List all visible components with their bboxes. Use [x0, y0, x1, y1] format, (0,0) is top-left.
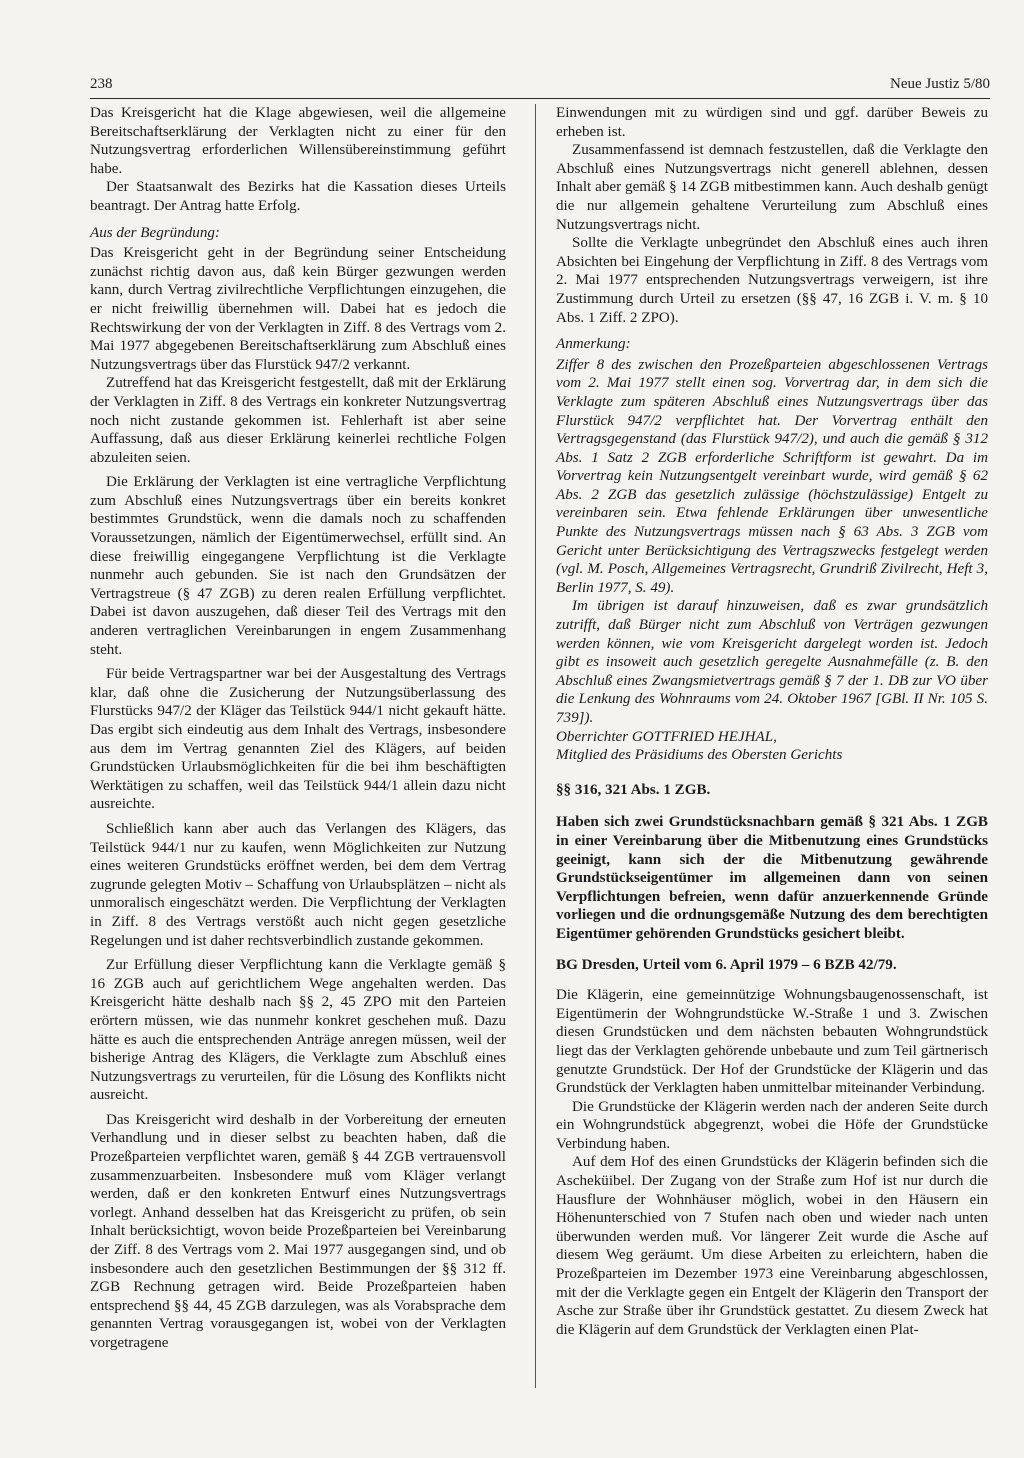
left-column: [90, 104, 506, 1353]
paragraph: Zur Erfüllung dieser Verpflichtung kann die Verklagte gemäß § 16 ZGB auch auf gerichtlichem Wege angehalten werden. Das Kreisgericht hätte deshalb nach §§ 2, 45 ZPO mit den Parteien erörtern müssen, wie das nunmehr konkret geschehen muß. Dazu hätte es auch die entsprechenden Anträge anregen müssen, weil der bisherige Antrag des Klägers, die Verklagte zum Abschluß eines Nutzungsvertrags zu verurteilen, für die Lösung des Konflikts nicht ausreicht.: [90, 957, 506, 1104]
paragraph: Das Kreisgericht hat die Klage abgewiesen, weil die allgemeine Bereitschaftserklärung der Verklagten nicht zu einer für den Nutzungsvertrag erforderlichen Willensübereinstimmung geführt habe.: [90, 105, 506, 177]
annotation-heading: Anmerkung:: [556, 336, 631, 353]
page-number: 238: [90, 76, 113, 92]
paragraph: Das Kreisgericht geht in der Begründung seiner Entscheidung zunächst richtig davon aus, daß kein Bürger gezwungen werden kann, durch Vertrag zivilrechtliche Verpflichtungen einzugehen, die er nicht freiwillig übernehmen will. Dabei hat es jedoch die Rechtswirkung der von der Verklagten in Ziff. 8 des Vertrags vom 2. Mai 1977 abgegebenen Bereitschaftserklärung zum Abschluß eines Nutzungsvertrags über das Flurstück 947/2 verkannt.: [90, 245, 506, 373]
paragraph: Für beide Vertragspartner war bei der Ausgestaltung des Vertrags klar, daß ohne die Zusicherung der Nutzungsüberlassung des Flurstücks 947/2 der Kläger das Teilstück 944/1 nicht gekauft hätte. Das ergibt sich eindeutig aus dem Inhalt des Vertrags, insbesondere aus dem im Vertrag genannten Ziel des Klägers, auf beiden Grundstücken Urlaubsmöglichkeiten für die bei ihm beschäftigten Werktätigen zu schaffen, weil das Teilstück 944/1 allein dazu nicht ausreichte.: [90, 666, 506, 813]
column-divider: [535, 104, 536, 1388]
paragraph: Der Staatsanwalt des Bezirks hat die Kassation dieses Urteils beantragt. Der Antrag hatte Erfolg.: [90, 179, 506, 214]
headnote: Haben sich zwei Grundstücksnachbarn gemäß § 321 Abs. 1 ZGB in einer Vereinbarung über die Mitbenutzung eines Grundstücks geeinigt, kann sich der die Mitbenutzung gewährende Grundstückseigentümer im allgemeinen dann von seinen Verpflichtungen befreien, wenn dafür anzuerkennende Gründe vorliegen und die ordnungsgemäße Nutzung des dem berechtigten Eigentümer gehörenden Grundstücks gesichert bleibt.: [556, 814, 988, 942]
paragraph: Die Klägerin, eine gemeinnützige Wohnungsbaugenossenschaft, ist Eigentümerin der Wohngrundstücke W.-Straße 1 und 3. Zwischen diesen Grundstücken und dem nächsten bebauten Wohngrundstück liegt das der Verklagten gehörende unbebaute und zum Teil gärtnerisch genutzte Grundstück. Der Hof der Grundstücke der Klägerin und das Grundstück der Verklagten haben unmittelbar miteinander Verbindung.: [556, 987, 988, 1097]
legal-norm-reference: §§ 316, 321 Abs. 1 ZGB.: [556, 781, 711, 798]
author-position: Mitglied des Präsidiums des Obersten Gerichts: [556, 747, 843, 764]
paragraph: Auf dem Hof des einen Grundstücks der Klägerin befinden sich die Ascheküibel. Der Zugang von der Straße zum Hof ist nur durch die Hausflure der Wohnhäuser möglich, wobei in den Häusern ein Höhenunterschied von 7 Stufen nach oben und wieder nach unten überwunden werden muß. Vor längerer Zeit wurde die Asche auf diesem Weg geräumt. Um diese Arbeiten zu erleichtern, haben die Prozeßparteien im Dezember 1973 eine Vereinbarung abgeschlossen, mit der die Verklagte gegen ein Entgelt der Klägerin den Transport der Asche zur Straße über ihr Grundstück gestattet. Zu diesem Zweck hat die Klägerin auf dem Grundstück der Verklagten einen Plat-: [556, 1154, 988, 1338]
paragraph: Zusammenfassend ist demnach festzustellen, daß die Verklagte den Abschluß eines Nutzungsvertrags nicht generell ablehnen, dessen Inhalt aber gemäß § 14 ZGB mitbestimmen kann. Auch deshalb genügt die nur allgemein gehaltene Verurteilung zum Abschluß eines Nutzungsvertrags nicht.: [556, 142, 988, 233]
page-header: [90, 72, 990, 100]
annotation-paragraph: Ziffer 8 des zwischen den Prozeßparteien abgeschlossenen Vertrags vom 2. Mai 1977 stellt einen sog. Vorvertrag dar, in dem sich die Verklagte zum späteren Abschluß eines Nutzungsvertrags über das Flurstück 947/2 verpflichtet hat. Der Vorvertrag enthält den Vertragsgegenstand (das Flurstück 947/2), und auch die gemäß § 312 Abs. 1 Satz 2 ZGB erforderliche Schriftform ist gewahrt. Da im Vorvertrag kein Nutzungsentgelt vereinbart wurde, wird gemäß § 62 Abs. 2 ZGB das gesetzlich zulässige (höchstzulässige) Entgelt zu vereinbaren sein. Etwa fehlende Erklärungen über unwesentliche Punkte des Nutzungsvertrags müssen nach § 63 Abs. 3 ZGB vom Gericht unter Berücksichtigung des Vertragszwecks festgelegt werden (vgl. M. Posch, Allgemeines Vertragsrecht, Grundriß Zivilrecht, Heft 3, Berlin 1977, S. 49).: [556, 356, 988, 596]
header-rule: [90, 98, 990, 99]
author-name: Oberrichter GOTTFRIED HEJHAL,: [556, 728, 777, 745]
paragraph: Sollte die Verklagte unbegründet den Abschluß eines auch ihren Absichten bei Eingehung der Verpflichtung in Ziff. 8 des Vertrags vom 2. Mai 1977 entsprechenden Nutzungsvertrags verweigern, ist ihre Zustimmung durch Urteil zu ersetzen (§§ 47, 16 ZGB i. V. m. § 10 Abs. 1 Ziff. 2 ZPO).: [556, 235, 988, 326]
paragraph: Die Grundstücke der Klägerin werden nach der anderen Seite durch ein Wohngrundstück abgegrenzt, wobei die Höfe der Grundstücke Verbindung haben.: [556, 1098, 988, 1152]
paragraph: Das Kreisgericht wird deshalb in der Vorbereitung der erneuten Verhandlung und in dieser selbst zu beachten haben, daß die Prozeßparteien verpflichtet waren, gemäß § 44 ZGB vertrauensvoll zusammenzuarbeiten. Insbesondere muß vom Kläger verlangt werden, daß er den konkreten Entwurf eines Nutzungsvertrags vorlegt. Anhand desselben hat das Kreisgericht zu prüfen, ob sein Inhalt berücksichtigt, wovon beide Prozeßparteien bei Vereinbarung der Ziff. 8 des Vertrags vom 2. Mai 1977 ausgegangen sind, und ob insbesondere auch den gesetzlichen Bestimmungen der §§ 312 ff. ZGB Rechnung getragen wird. Beide Prozeßparteien haben entsprechend §§ 44, 45 ZGB darzulegen, was als Vorabsprache dem genannten Vertrag vorausgegangen ist, wobei von der Verklagten vorgetragene: [90, 1111, 506, 1351]
paragraph: Schließlich kann aber auch das Verlangen des Klägers, das Teilstück 944/1 nur zu kaufen, wenn Möglichkeiten zur Nutzung eines weiteren Grundstücks eröffnet werden, bei dem dem Vertrag zugrunde gelegten Motiv – Schaffung von Urlaubsplätzen – nicht als unmoralisch eingeschätzt werden. Die Verpflichtung der Verklagten in Ziff. 8 des Vertrags verstößt auch nicht gegen gesetzliche Regelungen und ist daher rechtsverbindlich zustande gekommen.: [90, 820, 506, 949]
section-heading: Aus der Begründung:: [90, 224, 220, 241]
journal-title: Neue Justiz 5/80: [890, 76, 990, 92]
right-column: [556, 104, 988, 1339]
paragraph: Einwendungen mit zu würdigen sind und ggf. darüber Beweis zu erheben ist.: [556, 105, 988, 140]
paragraph: Die Erklärung der Verklagten ist eine vertragliche Verpflichtung zum Abschluß eines Nutzungsvertrags über ein bereits konkret bestimmtes Grundstück, wenn die damals noch zu schaffenden Voraussetzungen, nämlich der Eigentümerwechsel, erfüllt sind. An diese freiwillig eingegangene Verpflichtung ist die Verklagte nunmehr auch gebunden. Sie ist nach den Grundsätzen der Vertragstreue (§ 47 ZGB) zu deren realen Erfüllung verpflichtet. Dabei ist davon auszugehen, daß dieser Teil des Vertrags mit den anderen vertraglichen Vereinbarungen in engem Zusammenhang steht.: [90, 474, 506, 658]
paragraph: Zutreffend hat das Kreisgericht festgestellt, daß mit der Erklärung der Verklagten in Ziff. 8 des Vertrags ein konkreter Nutzungsvertrag noch nicht zustande gekommen ist. Fehlerhaft ist aber seine Auffassung, daß aus dieser Erklärung keinerlei rechtliche Folgen abzuleiten seien.: [90, 375, 506, 466]
annotation-paragraph: Im übrigen ist darauf hinzuweisen, daß es zwar grundsätzlich zutrifft, daß Bürger nicht zum Abschluß von Verträgen gezwungen werden können, wie vom Kreisgericht dargelegt worden ist. Jedoch gibt es insoweit auch gesetzlich geregelte Ausnahmefälle (z. B. den Abschluß eines Zwangsmietvertrags gemäß § 7 der 1. DB zur VO über die Lenkung des Wohnraums vom 24. Oktober 1967 [GBl. II Nr. 105 S. 739]).: [556, 598, 988, 726]
court-decision-reference: BG Dresden, Urteil vom 6. April 1979 – 6 BZB 42/79.: [556, 956, 897, 973]
